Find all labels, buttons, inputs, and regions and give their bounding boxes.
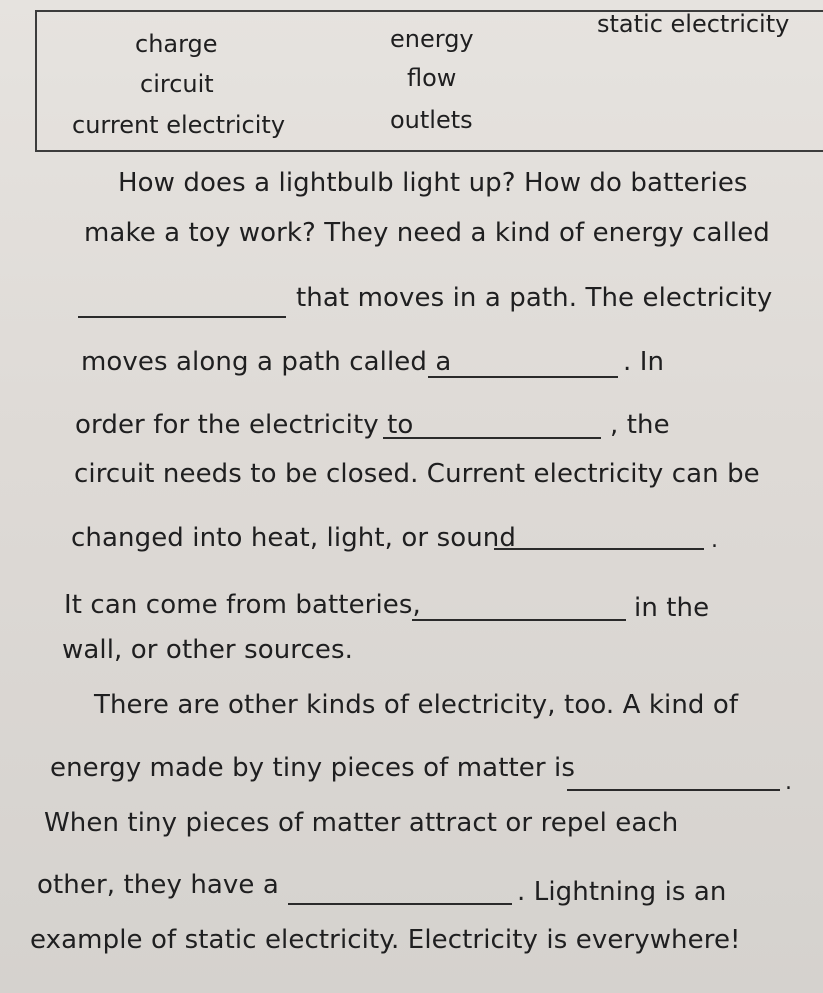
answer-blank[interactable] bbox=[412, 597, 626, 621]
passage-line: . bbox=[785, 770, 792, 795]
answer-blank[interactable] bbox=[428, 354, 618, 378]
passage-line: moves along a path called a bbox=[81, 347, 452, 377]
passage-line: . In bbox=[623, 347, 665, 377]
passage-line: changed into heat, light, or sound bbox=[71, 523, 516, 553]
passage-line: How does a lightbulb light up? How do batteries bbox=[118, 168, 748, 198]
passage-line: When tiny pieces of matter attract or repel each bbox=[44, 808, 679, 838]
word-bank-item: current electricity bbox=[72, 111, 286, 139]
word-bank-item: charge bbox=[135, 30, 218, 58]
passage-line: energy made by tiny pieces of matter is bbox=[50, 753, 576, 783]
passage-line: in the bbox=[634, 593, 710, 623]
answer-blank[interactable] bbox=[288, 881, 512, 905]
word-bank-item: flow bbox=[407, 64, 457, 92]
word-bank-item: circuit bbox=[140, 70, 214, 98]
answer-blank[interactable] bbox=[78, 294, 286, 318]
answer-blank[interactable] bbox=[567, 767, 780, 791]
passage-line: that moves in a path. The electricity bbox=[296, 283, 773, 313]
word-bank-item: outlets bbox=[390, 106, 473, 134]
passage-line: . Lightning is an bbox=[517, 877, 727, 907]
passage-line: . bbox=[711, 528, 718, 553]
passage-line: circuit needs to be closed. Current electricity can be bbox=[74, 459, 760, 489]
passage-line: order for the electricity to bbox=[75, 410, 414, 440]
passage-line: It can come from batteries, bbox=[64, 590, 421, 620]
word-bank-item: static electricity bbox=[597, 10, 790, 38]
passage-line: There are other kinds of electricity, too. A kind of bbox=[94, 690, 739, 720]
passage-line: wall, or other sources. bbox=[62, 635, 354, 665]
answer-blank[interactable] bbox=[383, 415, 601, 439]
word-bank-item: energy bbox=[390, 25, 474, 53]
passage-line: make a toy work? They need a kind of energy called bbox=[84, 218, 770, 248]
passage-line: , the bbox=[610, 410, 670, 440]
passage-line: other, they have a bbox=[37, 870, 279, 900]
answer-blank[interactable] bbox=[494, 526, 704, 550]
passage-line: example of static electricity. Electricity is everywhere! bbox=[30, 925, 741, 955]
